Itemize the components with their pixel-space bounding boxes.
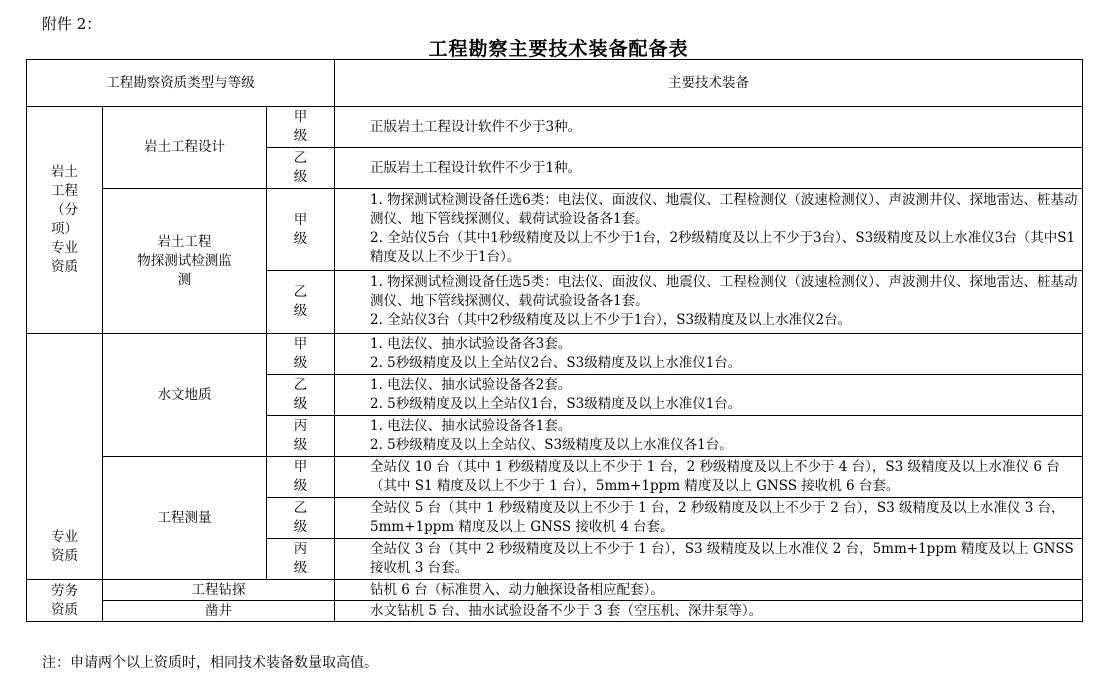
- subtype-well: 凿井: [103, 601, 335, 622]
- level-yi: 乙 级: [267, 375, 335, 416]
- req-hydro-jia: [335, 334, 1083, 375]
- level-jia: 甲 级: [267, 334, 335, 375]
- req-survey-jia-2: 2. 全站仪5台（其中1秒级精度及以上不少于1台，2秒级精度及以上不少于3台）、S3级精度及以上水准仪3台（其中S1精度及以上不少于1台）。: [370, 230, 1076, 265]
- level-yi: 乙 级: [267, 271, 335, 334]
- level-bing: 丙 级: [267, 539, 335, 580]
- table-title: 工程勘察主要技术装备配备表: [428, 38, 689, 60]
- subtype-geotech-survey: 岩土工程 物探测试检测监 测: [103, 189, 267, 334]
- req-design-jia: 正版岩土工程设计软件不少于3种。: [335, 107, 1083, 148]
- req-hydro-yi-2: 2. 5秒级精度及以上全站仪1台，S3级精度及以上水准仪1台。: [370, 396, 742, 412]
- subtype-drilling: 工程钻探: [103, 580, 335, 601]
- req-measure-jia: 全站仪 10 台（其中 1 秒级精度及以上不少于 1 台，2 秒级精度及以上不少于 4 台），S3 级精度及以上水准仪 6 台（其中 S1 精度及以上不少于 1 台），5mm+1ppm 精度及以上 GNSS 接收机 6 台套。: [335, 457, 1083, 498]
- category-special: 专业 资质: [27, 334, 103, 580]
- level-jia: 甲 级: [267, 457, 335, 498]
- table-row: [27, 334, 1083, 375]
- table-row: [27, 601, 1083, 622]
- req-survey-jia-1: 1. 物探测试检测设备任选6类：电法仪、面波仪、地震仪、工程检测仪（波速检测仪）、声波测井仪、探地雷达、桩基动测仪、地下管线探测仪、载荷试验设备各1套。: [370, 192, 1078, 227]
- req-hydro-bing-2: 2. 5秒级精度及以上全站仪、S3级精度及以上水准仪各1台。: [370, 437, 733, 453]
- level-jia: 甲 级: [267, 189, 335, 271]
- level-jia: 甲 级: [267, 107, 335, 148]
- annex-label: 附件 2：: [42, 15, 102, 33]
- req-hydro-bing-1: 1. 电法仪、抽水试验设备各1套。: [370, 418, 572, 434]
- table-row: [27, 189, 1083, 271]
- req-measure-yi: 全站仪 5 台（其中 1 秒级精度及以上不少于 1 台，2 秒级精度及以上不少于 2 台），S3 级精度及以上水准仪 3 台，5mm+1ppm 精度及以上 GNSS 接收机 4 台套。: [335, 498, 1083, 539]
- table-row: [27, 107, 1083, 148]
- req-hydro-jia-1: 1. 电法仪、抽水试验设备各3套。: [370, 336, 572, 352]
- req-survey-jia: [335, 189, 1083, 271]
- footnote: 注：申请两个以上资质时，相同技术装备数量取高值。: [42, 655, 378, 671]
- req-measure-bing: 全站仪 3 台（其中 2 秒级精度及以上不少于 1 台），S3 级精度及以上水准仪 2 台，5mm+1ppm 精度及以上 GNSS 接收机 3 台套。: [335, 539, 1083, 580]
- category-labor: 劳务 资质: [27, 580, 103, 622]
- subtype-hydro: 水文地质: [103, 334, 267, 457]
- level-bing: 丙 级: [267, 416, 335, 457]
- subtype-survey: 工程测量: [103, 457, 267, 580]
- table-header-row: [27, 60, 1083, 107]
- req-survey-yi: [335, 271, 1083, 334]
- level-yi: 乙 级: [267, 148, 335, 189]
- req-hydro-bing: [335, 416, 1083, 457]
- header-qualification: 工程勘察资质类型与等级: [27, 60, 335, 107]
- req-survey-yi-2: 2. 全站仪3台（其中2秒级精度及以上不少于1台），S3级精度及以上水准仪2台。: [370, 312, 852, 328]
- req-well: 水文钻机 5 台、抽水试验设备不少于 3 套（空压机、深井泵等）。: [335, 601, 1083, 622]
- level-yi: 乙 级: [267, 498, 335, 539]
- req-survey-yi-1: 1. 物探测试检测设备任选5类：电法仪、面波仪、地震仪、工程检测仪（波速检测仪）、声波测井仪、探地雷达、桩基动测仪、地下管线探测仪、载荷试验设备各1套。: [370, 274, 1078, 309]
- req-hydro-jia-2: 2. 5秒级精度及以上全站仪2台、S3级精度及以上水准仪1台。: [370, 355, 742, 371]
- header-equipment: 主要技术装备: [335, 60, 1083, 107]
- category-geotech: 岩土 工程 （分 项） 专业 资质: [27, 107, 103, 334]
- req-hydro-yi-1: 1. 电法仪、抽水试验设备各2套。: [370, 377, 572, 393]
- subtype-geotech-design: 岩土工程设计: [103, 107, 267, 189]
- req-drilling: 钻机 6 台（标准贯入、动力触探设备相应配套）。: [335, 580, 1083, 601]
- req-design-yi: 正版岩土工程设计软件不少于1种。: [335, 148, 1083, 189]
- req-hydro-yi: [335, 375, 1083, 416]
- table-row: [27, 457, 1083, 498]
- table-row: [27, 580, 1083, 601]
- equipment-table: [26, 59, 1083, 622]
